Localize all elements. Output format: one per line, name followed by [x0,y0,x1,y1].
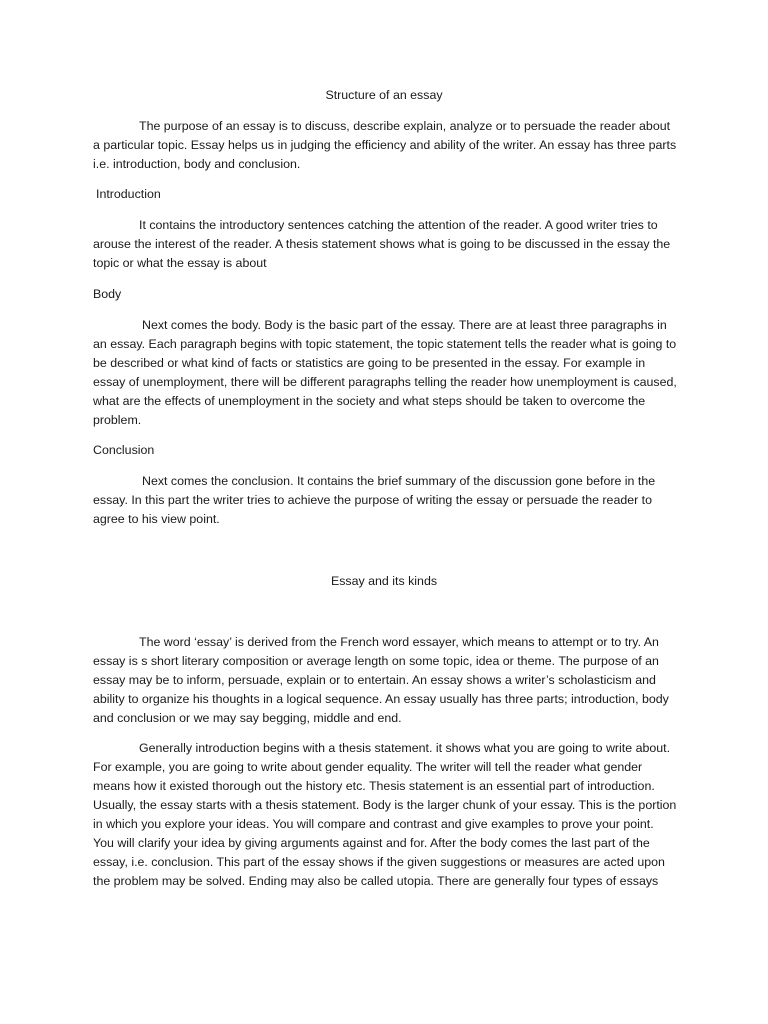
kinds-paragraph-2: Generally introduction begins with a thesis statement. it shows what you are going to write about. For example, you are going to write about gender equality. The writer will tell the reader what gender means how it existed thorough out the history etc. Thesis statement is an essential part of introduction. Usually, the essay starts with a thesis statement. Body is the larger chunk of your essay. This is the portion in which you explore your ideas. You will compare and contrast and give examples to prove your point. You will clarify your idea by giving arguments against and for. After the body comes the last part of the essay, i.e. conclusion. This part of the essay shows if the given suggestions or measures are acted upon the problem may be solved. Ending may also be called utopia. There are generally four types of essays [93,741,677,888]
section-text-body: Next comes the body. Body is the basic part of the essay. There are at least three paragraphs in an essay. Each paragraph begins with topic statement, the topic statement tells the reader what is going to be described or what kind of facts or statistics are going to be presented in the essay. For example in essay of unemployment, there will be different paragraphs telling the reader how unemployment is caused, what are the effects of unemployment in the society and what steps should be taken to overcome the problem. [93,318,677,427]
intro-paragraph: The purpose of an essay is to discuss, describe explain, analyze or to persuade the reader about a particular topic. Essay helps us in judging the efficiency and ability of the writer. An essay has three parts i.e. introduction, body and conclusion. [93,119,677,171]
section-heading-conclusion: Conclusion [93,443,155,457]
kinds-paragraph-1: The word ‘essay’ is derived from the French word essayer, which means to attempt or to try. An essay is s short literary composition or average length on some topic, idea or theme. The purpose of an essay may be to inform, persuade, explain or to entertain. An essay shows a writer’s scholasticism and ability to organize his thoughts in a logical sequence. An essay usually has three parts; introduction, body and conclusion or we may say begging, middle and end. [93,635,669,725]
section-heading-introduction: Introduction [96,187,161,201]
section-text-introduction: It contains the introductory sentences catching the attention of the reader. A good writer tries to arouse the interest of the reader. A thesis statement shows what is going to be discussed in the essay the topic or what the essay is about [93,218,671,270]
second-title: Essay and its kinds [330,574,438,588]
section-heading-body: Body [93,287,122,301]
section-text-conclusion: Next comes the conclusion. It contains the brief summary of the discussion gone before in the essay. In this part the writer tries to achieve the purpose of writing the essay or persuade the reader to agree to his view point. [93,474,656,526]
document-title: Structure of an essay [325,88,443,102]
